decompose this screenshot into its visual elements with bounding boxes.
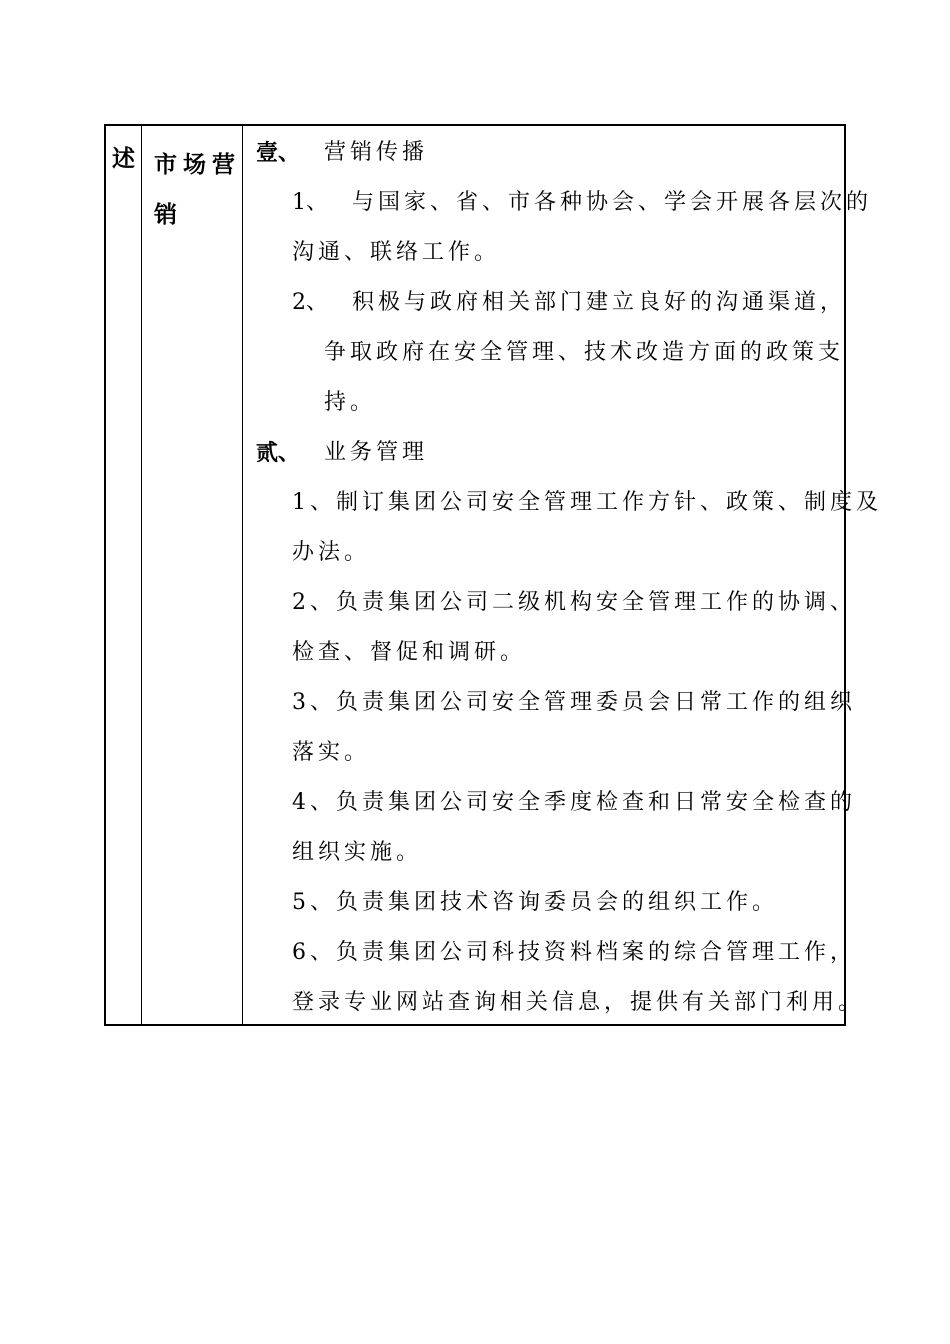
item-2-number: 2、 [292,290,328,315]
duty-1-line-2: 办法。 [292,540,371,565]
duty-1-line-1: 1、制订集团公司安全管理工作方针、政策、制度及 [292,490,882,515]
duty-3-line-1: 3、负责集团公司安全管理委员会日常工作的组织 [292,690,856,715]
duty-4-line-1: 4、负责集团公司安全季度检查和日常安全检查的 [292,790,856,815]
item-1-line-2: 沟通、联络工作。 [292,240,501,265]
item-2-line-3: 持。 [324,390,377,415]
section-title [154,140,244,240]
column-divider-1 [141,126,142,1024]
heading-2-number: 贰、 [256,440,301,466]
responsibility-table [104,124,882,1026]
column-divider-2 [242,126,243,1024]
item-1-line-1: 与国家、省、市各种协会、学会开展各层次的 [352,190,873,215]
duty-2-line-1: 2、负责集团公司二级机构安全管理工作的协调、 [292,590,856,615]
duty-5-line-1: 5、负责集团技术咨询委员会的组织工作。 [292,890,778,915]
section-title-line-2: 销 [154,201,183,228]
item-1-number: 1、 [292,190,328,215]
left-label: 述 [112,145,135,172]
duty-4-line-2: 组织实施。 [292,840,423,865]
section-title-line-1: 市场营 [154,151,241,178]
heading-2-title: 业务管理 [324,440,429,465]
item-2-line-2: 争取政府在安全管理、技术改造方面的政策支 [324,340,845,365]
duty-6-line-2: 登录专业网站查询相关信息，提供有关部门利用。 [292,990,865,1015]
duty-3-line-2: 落实。 [292,740,371,765]
duty-2-line-2: 检查、督促和调研。 [292,640,527,665]
duty-6-line-1: 6、负责集团公司科技资料档案的综合管理工作， [292,940,856,965]
item-2-line-1: 积极与政府相关部门建立良好的沟通渠道， [352,290,847,315]
heading-1-title: 营销传播 [324,140,429,165]
heading-1-number: 壹、 [256,140,301,166]
